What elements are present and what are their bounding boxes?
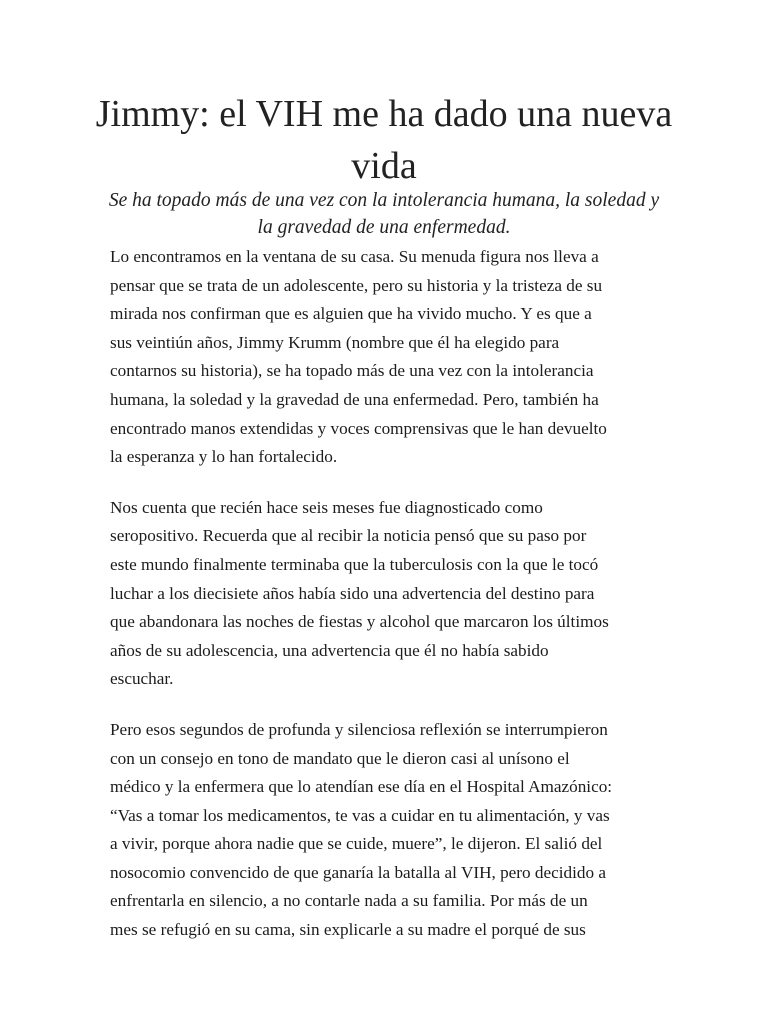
paragraph-1: Lo encontramos en la ventana de su casa. Su menuda figura nos lleva a pensar que se trata de un adolescente, pero su historia y la tristeza de su mirada nos confirman que es alguien que ha vivido mucho. Y es que a sus veintiún años, Jimmy Krumm (nombre que él ha elegido para contarnos su historia), se ha topado más de una vez con la intolerancia humana, la soledad y la gravedad de una enfermedad. Pero, también ha encontrado manos extendidas y voces comprensivas que le han devuelto la esperanza y lo han fortalecido. bbox=[110, 247, 607, 467]
article-title: Jimmy: el VIH me ha dado una nueva vida bbox=[95, 93, 673, 187]
paragraph-2: Nos cuenta que recién hace seis meses fue diagnosticado como seropositivo. Recuerda que al recibir la noticia pensó que su paso por este mundo finalmente terminaba que la tuberculosis con la que le tocó luchar a los diecisiete años había sido una advertencia del destino para que abandonara las noches de fiestas y alcohol que marcaron los últimos años de su adolescencia, una advertencia que él no había sabido escuchar. bbox=[110, 497, 609, 689]
article-body bbox=[110, 243, 670, 967]
article-subtitle: Se ha topado más de una vez con la intolerancia humana, la soledad y la gravedad de una enfermedad. bbox=[108, 190, 660, 238]
paragraph-3: Pero esos segundos de profunda y silenciosa reflexión se interrumpieron con un consejo en tono de mandato que le dieron casi al unísono el médico y la enfermera que lo atendían ese día en el Hospital Amazónico: “Vas a tomar los medicamentos, te vas a cuidar en tu alimentación, y vas a vivir, porque ahora nadie que se cuide, muere”, le dijeron. El salió del nosocomio convencido de que ganaría la batalla al VIH, pero decidido a enfrentarla en silencio, a no contarle nada a su familia. Por más de un mes se refugió en su cama, sin explicarle a su madre el porqué de sus bbox=[110, 719, 613, 940]
